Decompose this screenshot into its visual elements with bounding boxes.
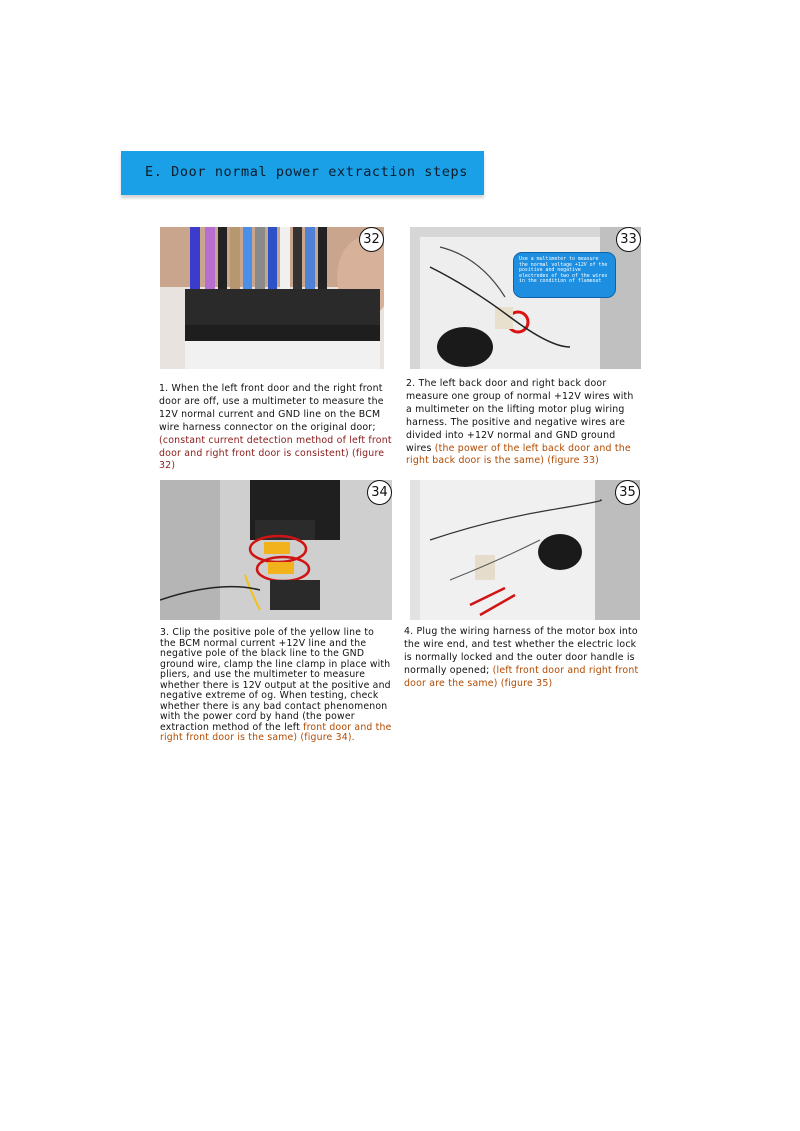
figure-35-image (410, 480, 640, 620)
clip-photo (160, 480, 392, 620)
figure-33-badge: 33 (616, 227, 641, 252)
step-1-text: 1. When the left front door and the right front door are off, use a multimeter to measure the 12V normal current and GND line on the BCM wire harness connector on the original door; (159, 383, 384, 433)
step-3-caption (160, 628, 392, 744)
step-2-highlight: (the power of the left back door and the right back door is the same) (figure 33) (406, 442, 631, 467)
figure-35-badge: 35 (615, 480, 640, 505)
connector-photo (160, 227, 384, 369)
step-1-caption (159, 383, 395, 473)
door-panel-photo (410, 227, 641, 369)
step-2-caption (406, 378, 640, 468)
step-2-text: 2. The left back door and right back door measure one group of normal +12V wires with a multimeter on the lifting motor plug wiring harness. The positive and negative wires are divided into +12V normal and GND ground wires (406, 378, 634, 454)
step-3-highlight: front door and the right front door is the same) (figure 34). (160, 721, 392, 743)
step-4-text: 4. Plug the wiring harness of the motor box into the wire end, and test whether the electric lock is normally locked and the outer door handle is normally opened; (404, 626, 638, 676)
door-wiring-photo (410, 480, 640, 620)
figure-34-image (160, 480, 392, 620)
figure-32-badge: 32 (359, 227, 384, 252)
step-1-highlight: (constant current detection method of left front door and right front door is consistent) (figure 32) (159, 434, 392, 472)
section-title: E. Door normal power extraction steps (145, 164, 468, 180)
figure-33-image (410, 227, 641, 369)
figure-32-image (160, 227, 384, 369)
section-banner (121, 151, 484, 195)
step-3-text: 3. Clip the positive pole of the yellow line to the BCM normal current +12V line and the negative pole of the black line to the GND ground wire, clamp the line clamp in place with pliers, and use the multimeter to measure whether there is 12V output at the positive and negative extreme of og. When testing, check whether there is any bad contact phenomenon with the power cord by hand (the power extraction method of the left (160, 627, 391, 733)
figure-33-callout: Use a multimeter to measure the normal voltage +12V of the positive and negative electrodes of two of the wires in the condition of flameout (513, 252, 616, 298)
figure-34-badge: 34 (367, 480, 392, 505)
step-4-highlight: (left front door and right front door are the same) (figure 35) (404, 664, 639, 689)
step-4-caption (404, 626, 640, 691)
